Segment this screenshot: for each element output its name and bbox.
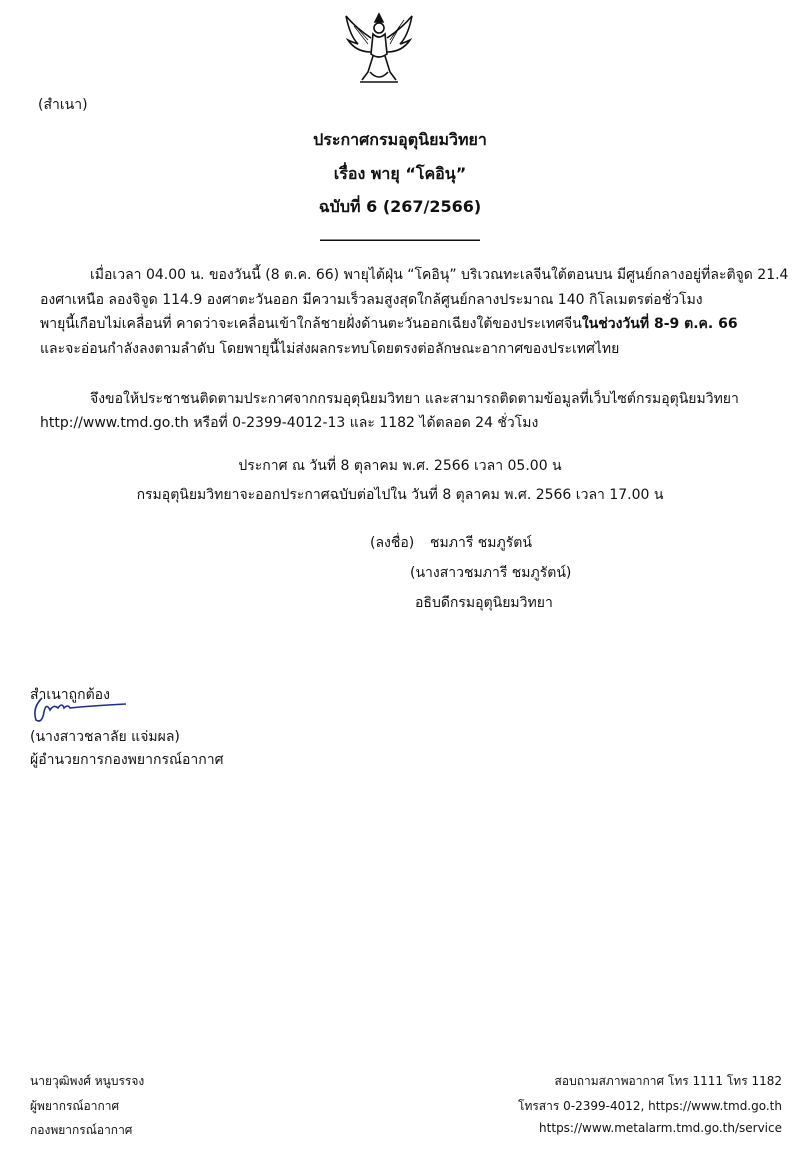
forecaster-name: นายวุฒิพงศ์ หนูบรรจง	[30, 1074, 145, 1088]
signed-label: (ลงชื่อ)	[370, 535, 415, 551]
contact-phone: สอบถามสภาพอากาศ โทร 1111 โทร 1182	[554, 1074, 782, 1088]
next-issue-note: กรมอุตุนิยมวิทยาจะออกประกาศฉบับต่อไปใน วันที่ 8 ตุลาคม พ.ศ. 2566 เวลา 17.00 น	[136, 487, 664, 503]
para1-line1: เมื่อเวลา 04.00 น. ของวันนี้ (8 ต.ค. 66) พายุไต้ฝุ่น “โคอินุ” บริเวณทะเลจีนใต้ตอนบน มีศูนย์กลางอยู่ที่ละติจูด 21.4	[90, 267, 789, 283]
certifier-name: (นางสาวชลาลัย แจ่มผล)	[30, 729, 180, 745]
para1-line3-bold: ในช่วงวันที่ 8-9 ต.ค. 66	[581, 316, 738, 332]
para2-line1: จึงขอให้ประชาชนติดตามประกาศจากกรมอุตุนิยมวิทยา และสามารถติดตามข้อมูลที่เว็บไซต์กรมอุตุนิยมวิทยา	[90, 391, 739, 407]
garuda-emblem	[340, 10, 418, 88]
signatory-position: อธิบดีกรมอุตุนิยมวิทยา	[415, 595, 553, 611]
para1-line4: และจะอ่อนกำลังลงตามลำดับ โดยพายุนี้ไม่ส่งผลกระทบโดยตรงต่อลักษณะอากาศของประเทศไทย	[40, 341, 620, 357]
signatory-full-name: (นางสาวชมภารี ชมภูรัตน์)	[410, 565, 572, 581]
para2-line2: http://www.tmd.go.th หรือที่ 0-2399-4012-13 และ 1182 ได้ตลอด 24 ชั่วโมง	[40, 415, 539, 431]
forecaster-title: ผู้พยากรณ์อากาศ	[30, 1099, 120, 1113]
announced-date: ประกาศ ณ วันที่ 8 ตุลาคม พ.ศ. 2566 เวลา 05.00 น	[238, 458, 562, 474]
contact-fax-website[interactable]: โทรสาร 0-2399-4012, https://www.tmd.go.th	[518, 1099, 782, 1113]
metalarm-link[interactable]: https://www.metalarm.tmd.go.th/service	[539, 1121, 782, 1135]
certifier-position: ผู้อำนวยการกองพยากรณ์อากาศ	[30, 752, 224, 768]
forecaster-division: กองพยากรณ์อากาศ	[30, 1123, 133, 1137]
signed-name: ชมภารี ชมภูรัตน์	[430, 535, 532, 551]
title-divider: ____________________	[320, 222, 480, 241]
para1-line2: องศาเหนือ ลองจิจูด 114.9 องศาตะวันออก มีความเร็วลมสูงสุดใกล้ศูนย์กลางประมาณ 140 กิโลเมตรต่อชั่วโมง	[40, 292, 703, 308]
document-title: ประกาศกรมอุตุนิยมวิทยา	[313, 130, 487, 149]
para1-line3	[40, 313, 785, 335]
handwritten-signature	[28, 694, 128, 726]
para1-line3-text: พายุนี้เกือบไม่เคลื่อนที่ คาดว่าจะเคลื่อนเข้าใกล้ชายฝั่งด้านตะวันออกเฉียงใต้ของประเทศจีน	[40, 316, 582, 332]
document-issue: ฉบับที่ 6 (267/2566)	[318, 197, 482, 216]
copy-label: (สำเนา)	[38, 97, 88, 113]
certified-copy-label: สำเนาถูกต้อง	[30, 687, 110, 703]
document-subject: เรื่อง พายุ “โคอินุ”	[333, 164, 467, 183]
